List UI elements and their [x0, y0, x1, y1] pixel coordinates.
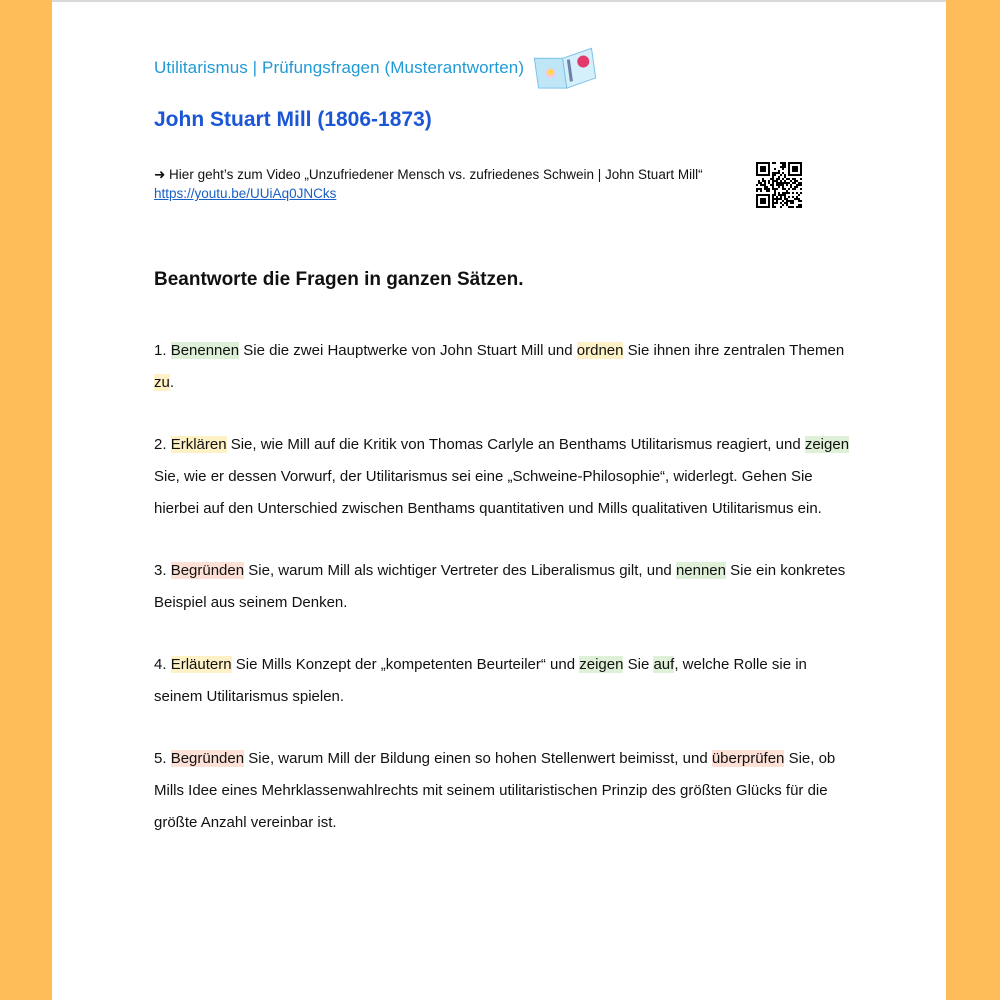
instruction-heading: Beantworte die Fragen in ganzen Sätzen.	[154, 269, 524, 290]
author-title: John Stuart Mill (1806-1873)	[154, 108, 432, 131]
question-text: , welche Rolle sie in seinem Utilitarismus spielen.	[154, 656, 807, 705]
question-text: 1.	[154, 342, 171, 359]
highlighted-verb: Erläutern	[170, 656, 232, 673]
questions-list	[154, 335, 854, 869]
question-5	[154, 743, 854, 839]
question-text: Sie ihnen ihre zentralen Themen	[623, 342, 845, 359]
question-text: Sie, wie er dessen Vorwurf, der Utilitarismus sei eine „Schweine-Philosophie“, widerlegt. Gehen Sie hierbei auf den Unterschied zwischen Benthams quantitativen und Mills qualitativen Utilitarismus ein.	[154, 468, 822, 517]
question-text: 5.	[154, 750, 171, 767]
question-text: Sie ein konkretes Beispiel aus seinem Denken.	[154, 562, 846, 611]
highlighted-verb: zeigen	[804, 436, 850, 453]
question-text: Sie, wie Mill auf die Kritik von Thomas Carlyle an Benthams Utilitarismus reagiert, und	[226, 436, 805, 453]
question-text: Sie die zwei Hauptwerke von John Stuart Mill und	[239, 342, 577, 359]
question-text: Sie, ob Mills Idee eines Mehrklassenwahlrechts mit seinem utilitaristischen Prinzip des größten Glücks für die größte Anzahl vereinbar ist.	[154, 750, 836, 831]
highlighted-verb: Begründen	[170, 562, 245, 579]
highlighted-verb: Begründen	[170, 750, 245, 767]
highlighted-verb: auf	[653, 656, 675, 673]
question-text: Sie Mills Konzept der „kompetenten Beurteiler“ und	[231, 656, 580, 673]
question-4	[154, 649, 854, 713]
question-text: Sie, warum Mill als wichtiger Vertreter des Liberalismus gilt, und	[244, 562, 676, 579]
header-title: Utilitarismus | Prüfungsfragen (Musterantworten)	[154, 58, 525, 77]
question-1	[154, 335, 854, 399]
question-text: 4.	[154, 656, 171, 673]
question-3	[154, 555, 854, 619]
worksheet-page	[52, 0, 946, 1000]
video-text: ➜ Hier geht’s zum Video „Unzufriedener Mensch vs. zufriedenes Schwein | John Stuart Mill“	[154, 167, 703, 182]
highlighted-verb: überprüfen	[711, 750, 785, 767]
highlighted-verb: Erklären	[170, 436, 227, 453]
highlighted-verb: nennen	[675, 562, 726, 579]
highlighted-verb: zu	[154, 374, 170, 391]
question-text: Sie, warum Mill der Bildung einen so hohen Stellenwert beimisst, und	[244, 750, 712, 767]
highlighted-verb: Benennen	[170, 342, 240, 359]
question-2	[154, 429, 854, 525]
header	[154, 46, 602, 90]
book-icon	[530, 46, 602, 90]
video-reference	[154, 165, 703, 203]
video-link[interactable]: https://youtu.be/UUiAq0JNCks	[154, 186, 337, 201]
highlighted-verb: zeigen	[579, 656, 624, 673]
qr-code-icon	[756, 162, 802, 208]
question-text: .	[169, 374, 175, 391]
question-text: 3.	[154, 562, 171, 579]
question-text: Sie	[623, 656, 654, 673]
highlighted-verb: ordnen	[576, 342, 624, 359]
question-text: 2.	[154, 436, 171, 453]
